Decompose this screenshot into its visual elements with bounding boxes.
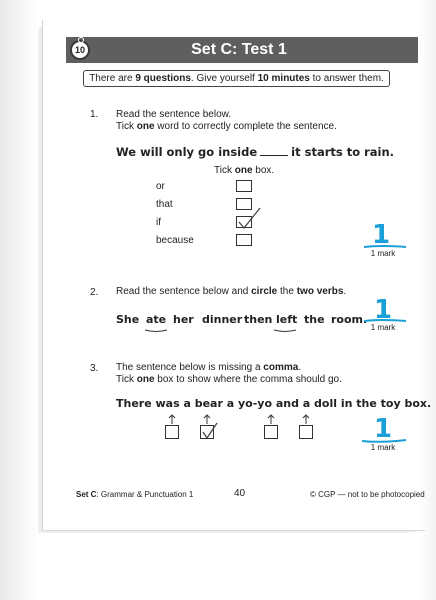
q2-word[interactable]: dinner — [202, 313, 243, 326]
q2-word[interactable]: left — [276, 313, 298, 326]
q3-number: 3. — [90, 363, 99, 374]
q2-word[interactable]: room. — [331, 313, 368, 326]
q1-number: 1. — [90, 109, 99, 120]
q2-underline-left — [273, 328, 297, 334]
q3-checkbox-4[interactable] — [299, 425, 313, 439]
q2-word[interactable]: her — [173, 313, 194, 326]
q2-word[interactable]: ate — [146, 313, 167, 326]
q3-checkbox-3[interactable] — [264, 425, 278, 439]
q1-score: 1 — [372, 220, 391, 250]
q3-arrow-icon — [165, 414, 179, 424]
q1-mark-label: 1 mark — [370, 249, 396, 258]
q3-line1: The sentence below is missing a comma. — [116, 362, 302, 373]
q1-option-because: because — [156, 235, 194, 246]
q3-checkbox-1[interactable] — [165, 425, 179, 439]
q2-word[interactable]: the — [304, 313, 325, 326]
q3-arrow-icon — [299, 414, 313, 424]
q1-checkbox-or[interactable] — [236, 180, 252, 192]
q1-option-if: if — [156, 217, 161, 228]
instruction-minutes: 10 minutes — [257, 73, 310, 84]
q2-number: 2. — [90, 287, 99, 298]
instruction-text-mid: . Give yourself — [190, 73, 258, 84]
q3-mark-label: 1 mark — [370, 443, 396, 452]
q1-option-that: that — [156, 199, 173, 210]
instruction-questions: 9 questions — [135, 73, 191, 84]
q2-word[interactable]: then — [244, 313, 273, 326]
q1-option-or: or — [156, 181, 165, 192]
answer-blank — [260, 146, 288, 156]
q3-line2: Tick one box to show where the comma should go. — [116, 374, 342, 385]
q3-tick-mark-icon — [201, 421, 219, 441]
q1-tick-mark-icon — [236, 206, 262, 230]
q3-arrow-icon — [264, 414, 278, 424]
q2-line: Read the sentence below and circle the two verbs. — [116, 286, 347, 297]
q3-sentence: There was a bear a yo-yo and a doll in the toy box. — [116, 397, 432, 410]
instruction-text: There are — [89, 73, 136, 84]
q2-underline-ate — [144, 328, 168, 334]
time-badge-value: 10 — [74, 45, 85, 55]
q1-sentence: We will only go inside it starts to rain. — [116, 145, 395, 159]
page-number: 40 — [234, 488, 246, 499]
worksheet-page — [58, 0, 432, 512]
q3-score: 1 — [374, 414, 393, 444]
page-title: Set C: Test 1 — [191, 41, 287, 58]
q2-score: 1 — [374, 295, 393, 325]
q2-word[interactable]: She — [116, 313, 140, 326]
instruction-box — [83, 70, 390, 87]
copyright-notice: © CGP — not to be photocopied — [310, 490, 425, 499]
q1-tick-instruction: Tick one box. — [214, 165, 275, 176]
q2-mark-label: 1 mark — [370, 323, 396, 332]
footer-section: Set C: Grammar & Punctuation 1 — [76, 490, 194, 499]
instruction-text-end: to answer them. — [309, 73, 384, 84]
q1-line1: Read the sentence below. — [116, 109, 232, 120]
q1-line2: Tick one word to correctly complete the sentence. — [116, 121, 337, 132]
q1-checkbox-because[interactable] — [236, 234, 252, 246]
